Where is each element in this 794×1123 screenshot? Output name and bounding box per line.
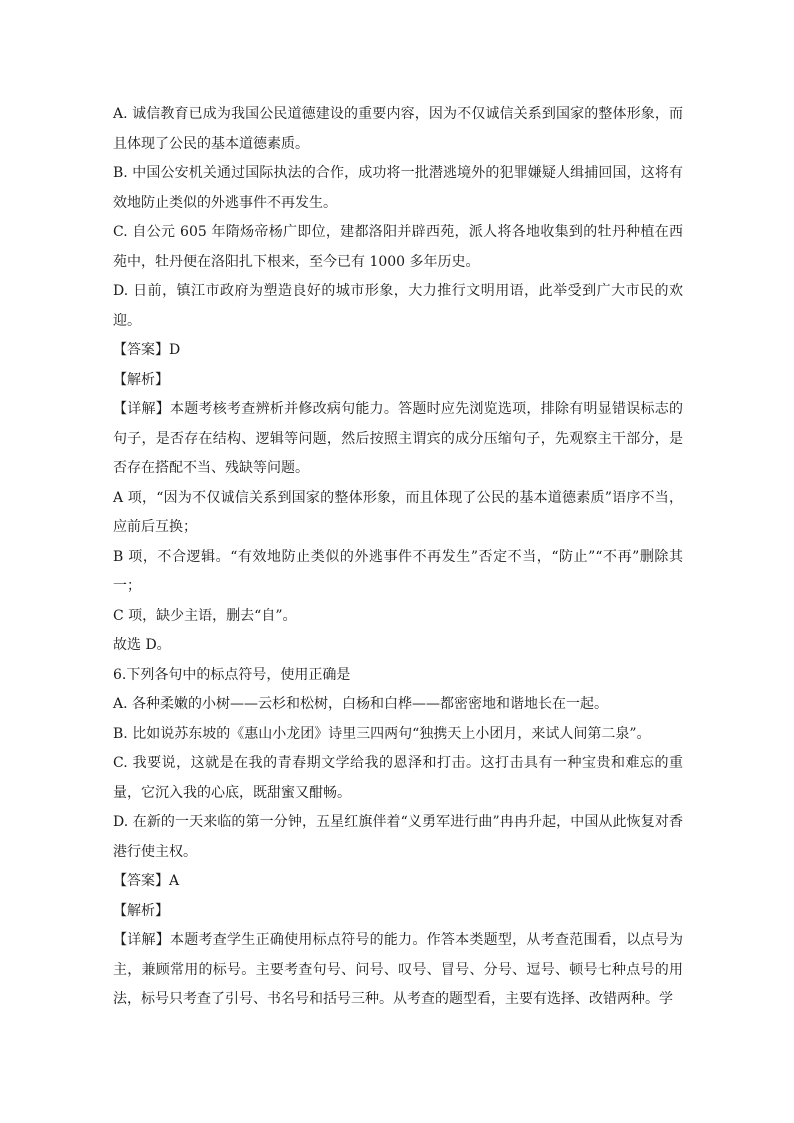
answer-label: 【答案】D (113, 342, 181, 358)
q6-answer-label: 【答案】A (113, 873, 180, 889)
q6-analysis-label: 【解析】 (113, 902, 169, 919)
option-b-text: B. 中国公安机关通过国际执法的合作，成功将一批潜逃境外的犯罪嫌疑人缉捕回国，这将有效地防止类似的外逃事件不再发生。 (113, 165, 683, 211)
explanation-item-c: C 项，缺少主语，删去“自”。 (113, 607, 297, 624)
document-body (113, 100, 683, 1015)
q6-option-b: B. 比如说苏东坡的《惠山小龙团》诗里三四两句“独携天上小团月，来试人间第二泉”。 (113, 725, 651, 742)
q6-option-d: D. 在新的一天来临的第一分钟，五星红旗伴着“义勇军进行曲”冉冉升起，中国从此恢复对香港行使主权。 (113, 814, 683, 860)
option-d-text: D. 日前，镇江市政府为塑造良好的城市形象，大力推行文明用语，此举受到广大市民的欢迎。 (113, 283, 683, 329)
final-choice: 故选 D。 (113, 637, 171, 653)
analysis-label: 【解析】 (113, 371, 169, 388)
q6-option-c: C. 我要说，这就是在我的青春期文学给我的恩泽和打击。这打击具有一种宝贵和难忘的重量，它沉入我的心底，既甜蜜又酣畅。 (113, 755, 683, 801)
q6-detailed-explanation: 【详解】本题考查学生正确使用标点符号的能力。作答本类题型，从考查范围看，以点号为主，兼顾常用的标号。主要考查句号、问号、叹号、冒号、分号、逗号、顿号七种点号的用法，标号只考查了引号、书名号和括号三种。从考查的题型看，主要有选择、改错两种。学 (113, 932, 683, 1007)
detailed-explanation: 【详解】本题考核考查辨析并修改病句能力。答题时应先浏览选项，排除有明显错误标志的句子，是否存在结构、逻辑等问题，然后按照主谓宾的成分压缩句子，先观察主干部分，是否存在搭配不当、残缺等问题。 (113, 401, 683, 476)
explanation-item-a: A 项，“因为不仅诚信关系到国家的整体形象，而且体现了公民的基本道德素质”语序不当，应前后互换； (113, 489, 683, 535)
option-c-text: C. 自公元 605 年隋炀帝杨广即位，建都洛阳并辟西苑，派人将各地收集到的牡丹种植在西苑中，牡丹便在洛阳扎下根来，至今已有 1000 多年历史。 (113, 224, 683, 270)
explanation-item-b: B 项，不合逻辑。“有效地防止类似的外逃事件不再发生”否定不当，“防止”“不再”删除其一； (113, 548, 683, 594)
question-6-stem: 6.下列各句中的标点符号，使用正确是 (113, 666, 351, 683)
option-a-text: A. 诚信教育已成为我国公民道德建设的重要内容，因为不仅诚信关系到国家的整体形象，而且体现了公民的基本道德素质。 (113, 106, 683, 152)
q6-option-a: A. 各种柔嫩的小树——云杉和松树，白杨和白桦——都密密地和谐地长在一起。 (113, 696, 609, 712)
